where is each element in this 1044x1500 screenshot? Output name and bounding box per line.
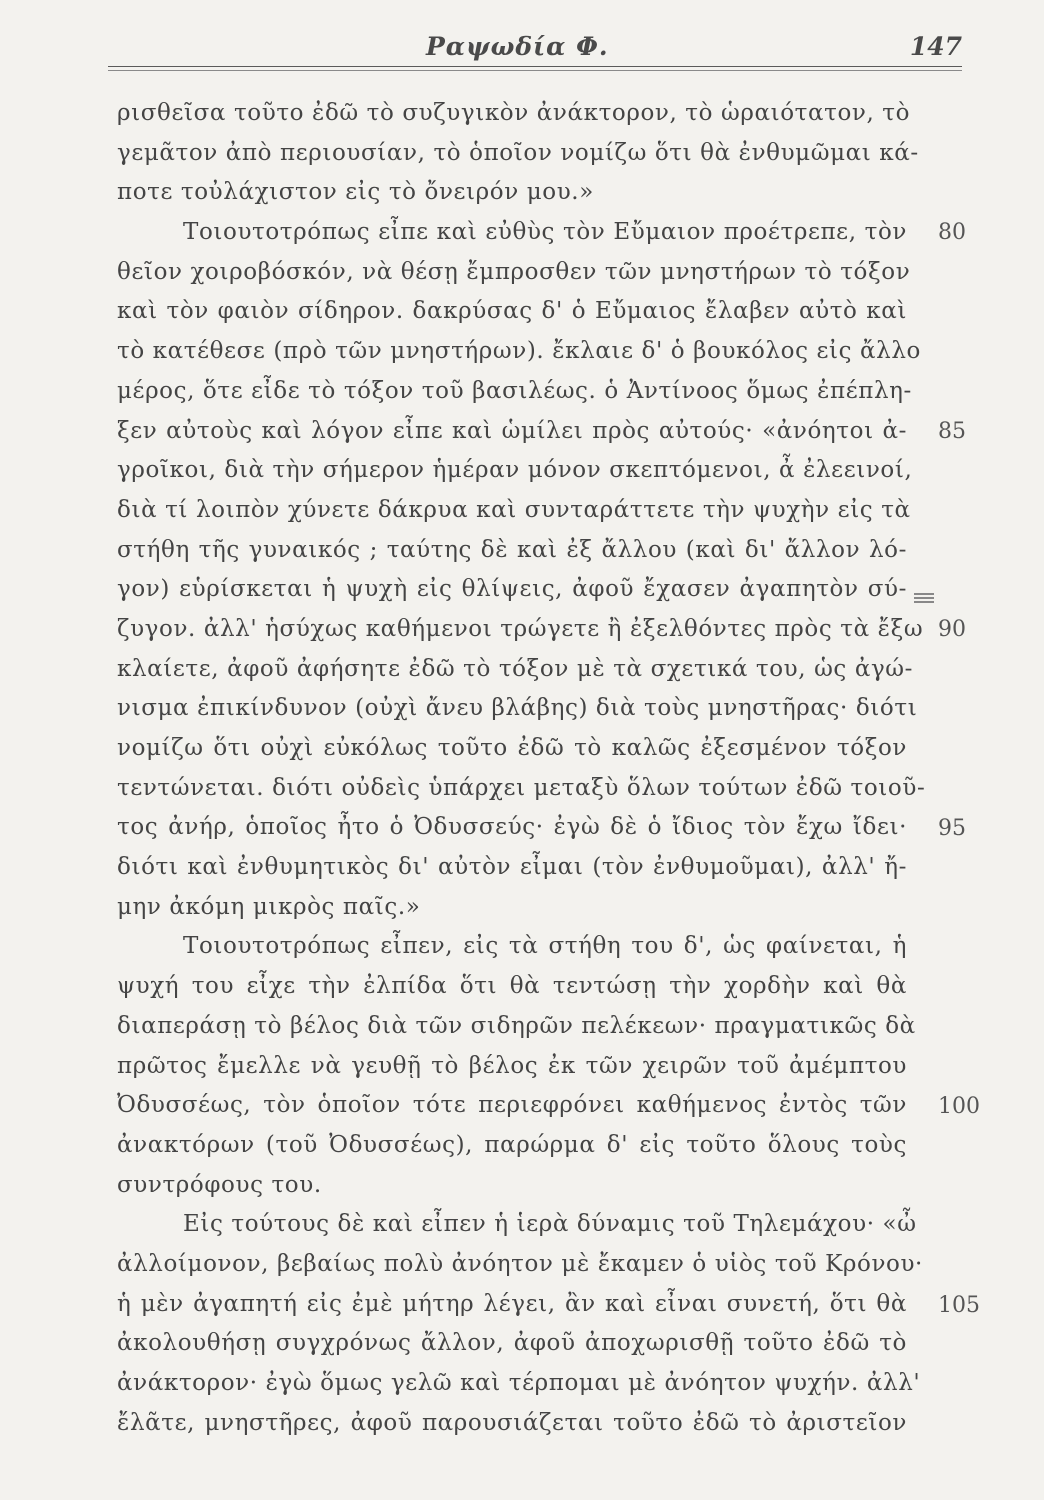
- text-line: ἡ μὲν ἀγαπητή εἰς ἐμὲ μήτηρ λέγει, ἂν καὶ εἶναι συνετή, ὅτι θὰ: [117, 1290, 907, 1317]
- header-rule-secondary: [108, 70, 962, 71]
- text-line: ποτε τοὐλάχιστον εἰς τὸ ὄνειρόν μου.»: [117, 179, 594, 206]
- text-line: Εἰς τούτους δὲ καὶ εἶπεν ἡ ἱερὰ δύναμις τοῦ Τηλεμάχου· «ὦ: [183, 1211, 917, 1238]
- page-number: 147: [909, 32, 962, 61]
- text-line: πρῶτος ἔμελλε νὰ γευθῇ τὸ βέλος ἐκ τῶν χειρῶν τοῦ ἀμέμπτου: [117, 1052, 907, 1079]
- text-line: νομίζω ὅτι οὐχὶ εὐκόλως τοῦτο ἐδῶ τὸ καλῶς ἐξεσμένον τόξον: [117, 735, 907, 761]
- header-rule: [108, 66, 962, 67]
- body-text: [117, 94, 926, 1443]
- line-number: 80: [938, 220, 966, 245]
- text-line: κλαίετε, ἀφοῦ ἀφήσητε ἐδῶ τὸ τόξον μὲ τὰ σχετικά του, ὡς ἀγώ-: [117, 655, 914, 682]
- text-line: ἔλᾶτε, μνηστῆρες, ἀφοῦ παρουσιάζεται τοῦτο ἐδῶ τὸ ἀριστεῖον: [117, 1409, 907, 1436]
- text-line: ἀνακτόρων (τοῦ Ὀδυσσέως), παρώρμα δ' εἰς τοῦτο ὅλους τοὺς: [117, 1131, 907, 1158]
- running-head: [110, 32, 962, 66]
- text-line: γεμᾶτον ἀπὸ περιουσίαν, τὸ ὁποῖον νομίζω ὅτι θὰ ἐνθυμῶμαι κά-: [117, 139, 919, 166]
- text-line: γον) εὑρίσκεται ἡ ψυχὴ εἰς θλίψεις, ἀφοῦ ἔχασεν ἀγαπητὸν σύ-: [117, 576, 907, 603]
- text-line: στήθη τῆς γυναικός ; ταύτης δὲ καὶ ἐξ ἄλλου (καὶ δι' ἄλλον λό-: [117, 536, 907, 563]
- text-line: ρισθεῖσα τοῦτο ἐδῶ τὸ συζυγικὸν ἀνάκτορον, τὸ ὡραιότατον, τὸ: [117, 100, 911, 126]
- text-line: διὰ τί λοιπὸν χύνετε δάκρυα καὶ συνταράττετε τὴν ψυχὴν εἰς τὰ: [117, 496, 911, 523]
- text-line: γροῖκοι, διὰ τὴν σήμερον ἡμέραν μόνον σκεπτόμενοι, ἆ ἐλεεινοί,: [117, 457, 913, 484]
- text-line: ψυχή του εἶχε τὴν ἐλπίδα ὅτι θὰ τεντώσῃ τὴν χορδὴν καὶ θὰ: [117, 973, 907, 1000]
- text-line: Τοιουτοτρόπως εἶπε καὶ εὐθὺς τὸν Εὔμαιον προέτρεπε, τὸν: [183, 219, 907, 246]
- text-line: τος ἀνήρ, ὁποῖος ἦτο ὁ Ὀδυσσεύς· ἐγὼ δὲ ὁ ἴδιος τὸν ἔχω ἴδει·: [117, 814, 907, 841]
- text-line: θεῖον χοιροβόσκόν, νὰ θέσῃ ἔμπροσθεν τῶν μνηστήρων τὸ τόξον: [117, 258, 911, 285]
- text-line: ἀλλοίμονον, βεβαίως πολὺ ἀνόητον μὲ ἔκαμεν ὁ υἱὸς τοῦ Κρόνου·: [117, 1250, 923, 1277]
- text-line: ξεν αὐτοὺς καὶ λόγον εἶπε καὶ ὡμίλει πρὸς αὐτούς· «ἀνόητοι ἀ-: [117, 417, 907, 444]
- text-line: μην ἀκόμη μικρὸς παῖς.»: [117, 893, 421, 920]
- text-line: καὶ τὸν φαιὸν σίδηρον. δακρύσας δ' ὁ Εὔμαιος ἔλαβεν αὐτὸ καὶ: [117, 298, 907, 325]
- text-line: ἀνάκτορον· ἐγὼ ὅμως γελῶ καὶ τέρπομαι μὲ ἀνόητον ψυχήν. ἀλλ': [117, 1370, 921, 1396]
- text-line: διαπεράσῃ τὸ βέλος διὰ τῶν σιδηρῶν πελέκεων· πραγματικῶς δὰ: [117, 1012, 916, 1039]
- line-number: 90: [938, 617, 966, 642]
- text-line: Τοιουτοτρόπως εἶπεν, εἰς τὰ στήθη του δ', ὡς φαίνεται, ἡ: [183, 933, 907, 960]
- line-number: 85: [938, 419, 966, 444]
- text-line: νισμα ἐπικίνδυνον (οὐχὶ ἄνευ βλάβης) διὰ τοὺς μνηστῆρας· διότι: [117, 695, 918, 722]
- text-line: τεντώνεται. διότι οὐδεὶς ὑπάρχει μεταξὺ ὅλων τούτων ἐδῶ τοιοῦ-: [117, 774, 926, 801]
- text-line: ζυγον. ἀλλ' ἡσύχως καθήμενοι τρώγετε ἢ ἐξελθόντες πρὸς τὰ ἔξω: [117, 615, 924, 642]
- chapter-title: Ραψωδία Φ.: [426, 32, 609, 61]
- text-line: μέρος, ὅτε εἶδε τὸ τόξον τοῦ βασιλέως. ὁ Ἀντίνοος ὅμως ἐπέπλη-: [117, 377, 912, 404]
- text-line: διότι καὶ ἐνθυμητικὸς δι' αὐτὸν εἶμαι (τὸν ἐνθυμοῦμαι), ἀλλ' ἤ-: [117, 854, 907, 881]
- line-number: 105: [938, 1293, 980, 1318]
- margin-mark: [914, 593, 934, 605]
- text-line: συντρόφους του.: [117, 1171, 322, 1198]
- text-line: Ὀδυσσέως, τὸν ὁποῖον τότε περιεφρόνει καθήμενος ἐντὸς τῶν: [117, 1092, 907, 1119]
- line-number: 95: [938, 816, 966, 841]
- text-line: τὸ κατέθεσε (πρὸ τῶν μνηστήρων). ἔκλαιε δ' ὁ βουκόλος εἰς ἄλλο: [117, 338, 921, 365]
- text-line: ἀκολουθήσῃ συγχρόνως ἄλλον, ἀφοῦ ἀποχωρισθῇ τοῦτο ἐδῶ τὸ: [117, 1330, 907, 1357]
- line-number: 100: [938, 1094, 980, 1119]
